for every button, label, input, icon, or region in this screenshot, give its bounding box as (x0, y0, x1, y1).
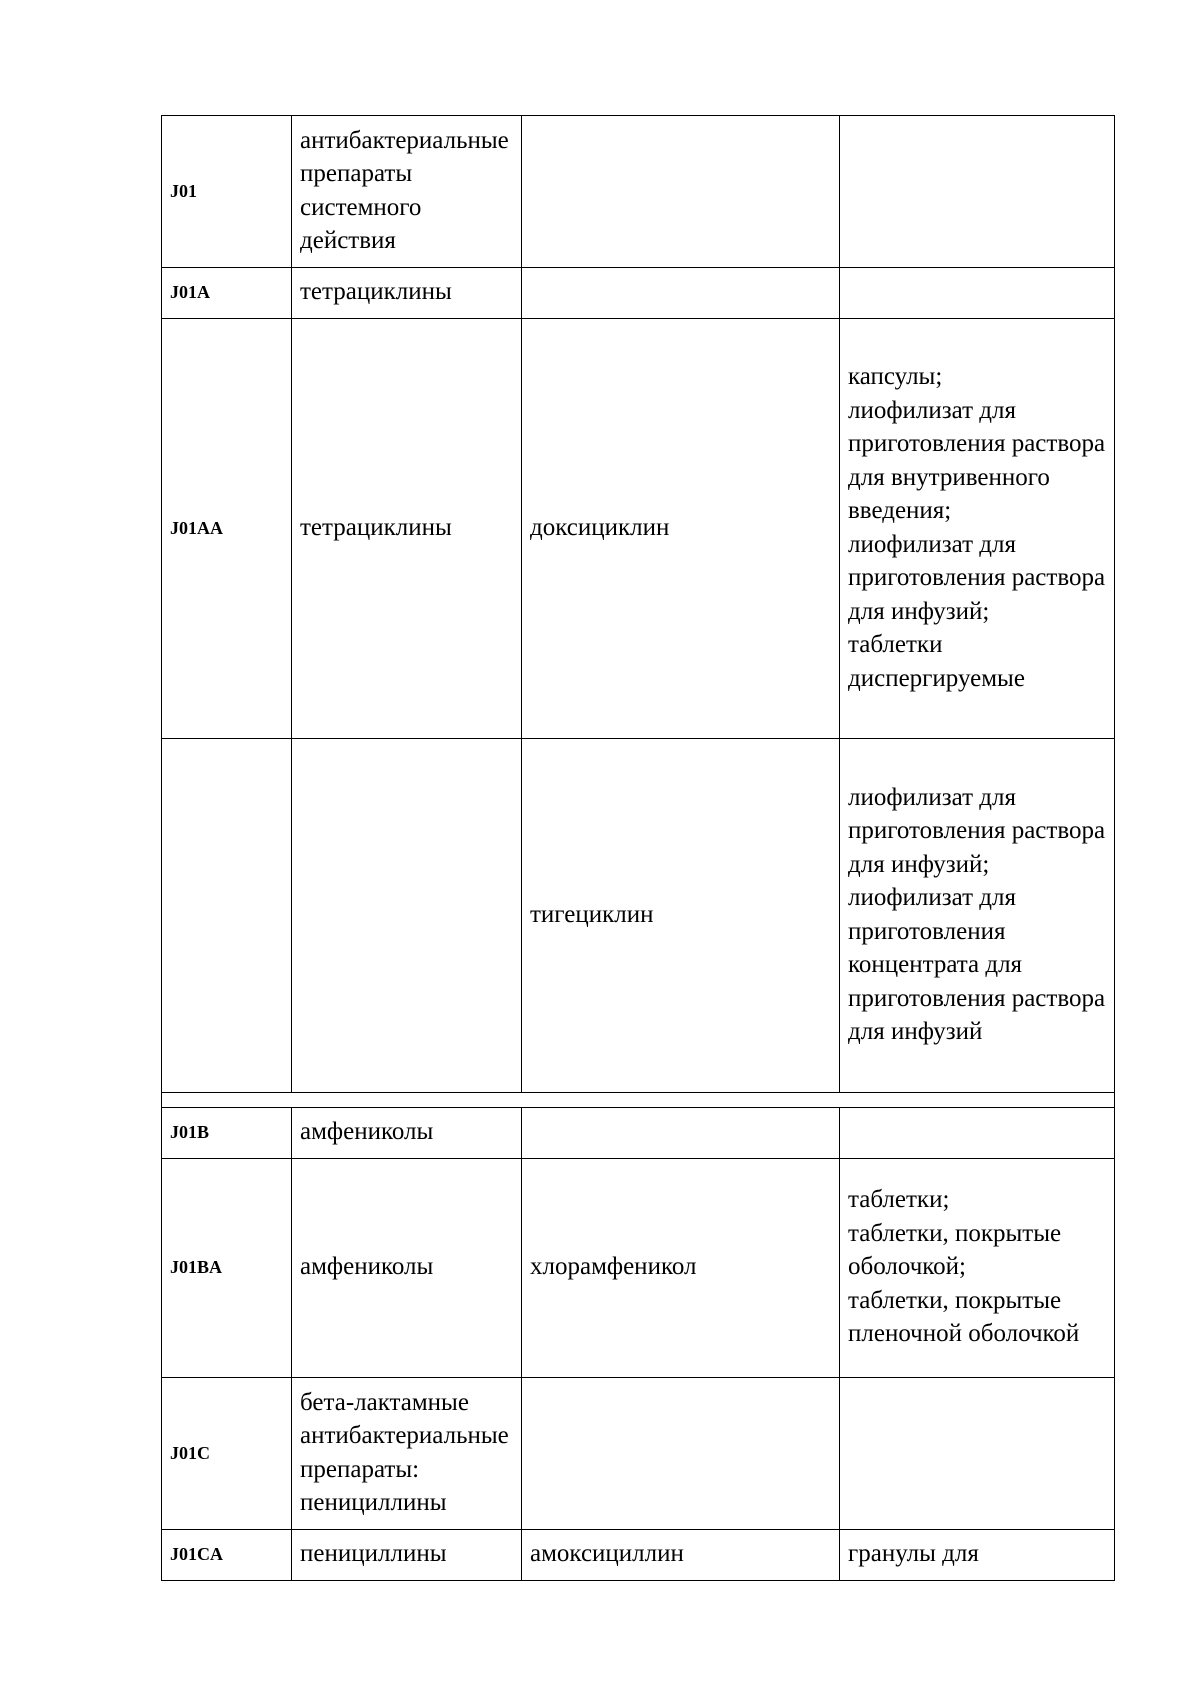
drug-name: доксициклин (522, 319, 840, 739)
table-row (162, 739, 1115, 1093)
dosage-forms: капсулы; лиофилизат для приготовления раствора для внутривенного введения; лиофилизат для приготовления раствора для инфузий; таблетки диспергируемые (840, 319, 1115, 739)
drug-name: амоксициллин (522, 1530, 840, 1581)
atc-code (162, 739, 292, 1093)
dosage-forms (840, 1378, 1115, 1530)
drug-name (522, 1108, 840, 1159)
drug-name: хлорамфеникол (522, 1159, 840, 1378)
drug-name (522, 1378, 840, 1530)
atc-code: J01 (162, 116, 292, 268)
table-row (162, 1159, 1115, 1378)
drug-table (161, 115, 1115, 1581)
dosage-forms (840, 116, 1115, 268)
table-row (162, 1108, 1115, 1159)
table-row (162, 319, 1115, 739)
atc-code: J01C (162, 1378, 292, 1530)
group-name (292, 739, 522, 1093)
group-name: пенициллины (292, 1530, 522, 1581)
table-spacer-row (162, 1093, 1115, 1108)
spacer-cell (162, 1093, 1115, 1108)
group-name: антибактериальные препараты системного действия (292, 116, 522, 268)
drug-name (522, 116, 840, 268)
drug-name: тигециклин (522, 739, 840, 1093)
atc-code: J01A (162, 268, 292, 319)
drug-name (522, 268, 840, 319)
group-name: амфениколы (292, 1159, 522, 1378)
group-name: амфениколы (292, 1108, 522, 1159)
group-name: бета-лактамные антибактериальные препараты: пенициллины (292, 1378, 522, 1530)
atc-code: J01BA (162, 1159, 292, 1378)
table-row (162, 1530, 1115, 1581)
atc-code: J01B (162, 1108, 292, 1159)
dosage-forms (840, 1108, 1115, 1159)
table-row (162, 268, 1115, 319)
group-name: тетрациклины (292, 268, 522, 319)
table-row (162, 116, 1115, 268)
dosage-forms (840, 268, 1115, 319)
dosage-forms: гранулы для (840, 1530, 1115, 1581)
table-row (162, 1378, 1115, 1530)
atc-code: J01AA (162, 319, 292, 739)
dosage-forms: таблетки; таблетки, покрытые оболочкой; таблетки, покрытые пленочной оболочкой (840, 1159, 1115, 1378)
dosage-forms: лиофилизат для приготовления раствора для инфузий; лиофилизат для приготовления концентрата для приготовления раствора для инфузий (840, 739, 1115, 1093)
group-name: тетрациклины (292, 319, 522, 739)
atc-code: J01CA (162, 1530, 292, 1581)
